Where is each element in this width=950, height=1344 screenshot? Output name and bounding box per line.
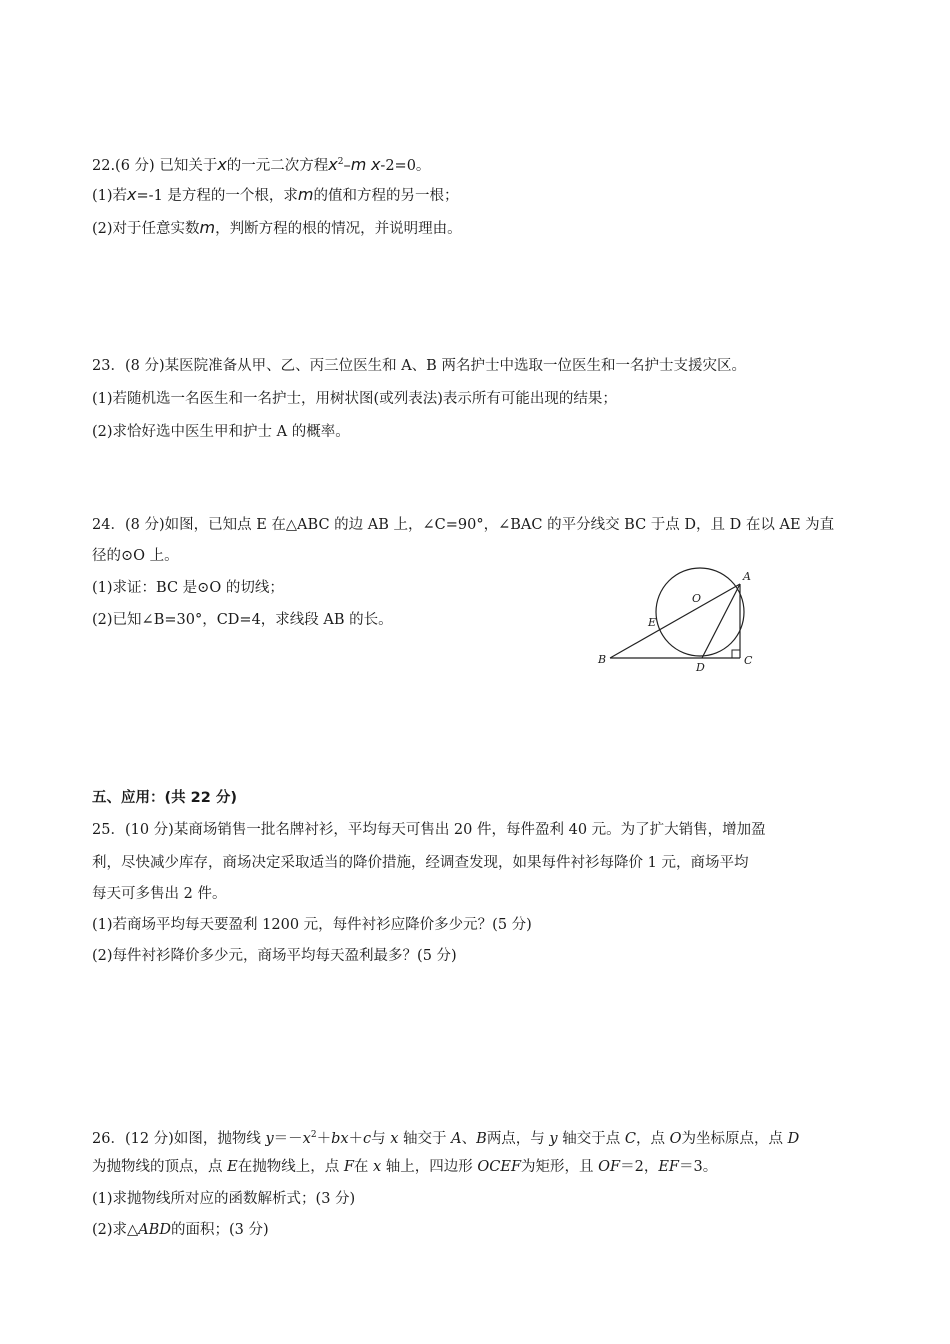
var-x: x	[217, 155, 227, 174]
q26-line-2: 为抛物线的顶点，点 E在抛物线上，点 F在 x 轴上，四边形 OCEF为矩形，且 OF＝2，EF＝3。	[92, 1159, 718, 1175]
label-o: O	[692, 592, 702, 605]
q23-line-2: (1)若随机选一名医生和一名护士，用树状图(或列表法)表示所有可能出现的结果；	[92, 391, 617, 407]
q22-line-2: (1)若x=-1 是方程的一个根，求m的值和方程的另一根；	[92, 185, 459, 204]
label-e: E	[648, 616, 657, 629]
q26-line-1: 26．(12 分)如图，抛物线 $y=-x^2+bx+c$与 x 轴交于 A、B两点，与 y 轴交于点 C，点 O为坐标原点，点 D	[92, 1130, 800, 1147]
q22-line-3: (2)对于任意实数m，判断方程的根的情况，并说明理由。	[92, 218, 462, 237]
label-c: C	[744, 654, 753, 667]
var-x: x	[328, 155, 338, 174]
q24-line-1: 24．(8 分)如图，已知点 E 在△ABC 的边 AB 上，∠C=90°，∠BAC 的平分线交 BC 于点 D，且 D 在以 AE 为直	[92, 517, 835, 533]
q24-line-2: 径的⊙O 上。	[92, 548, 179, 564]
var-x: x	[370, 155, 381, 174]
q25-line-1: 25．(10 分)某商场销售一批名牌衬衫，平均每天可售出 20 件，每件盈利 40 元。为了扩大销售，增加盈	[92, 822, 766, 838]
label-a: A	[743, 570, 751, 583]
circle-o	[656, 568, 744, 656]
section-5-heading: 五、应用：(共 22 分)	[92, 790, 238, 806]
q26-line-4: (2)求△ABD的面积；(3 分)	[92, 1222, 269, 1238]
label-b: B	[598, 653, 607, 666]
right-angle-mark	[732, 650, 740, 658]
q25-line-5: (2)每件衬衫降价多少元，商场平均每天盈利最多？(5 分)	[92, 948, 457, 964]
q24-geometry-figure	[592, 550, 762, 680]
q23-line-3: (2)求恰好选中医生甲和护士 A 的概率。	[92, 424, 350, 440]
q22-line-1: 22.(6 分) 已知关于x的一元二次方程$x^2-m$ x-2=0。	[92, 155, 431, 174]
q24-line-3: (1)求证：BC 是⊙O 的切线；	[92, 580, 284, 596]
q23-line-1: 23．(8 分)某医院准备从甲、乙、丙三位医生和 A、B 两名护士中选取一位医生和一名护士支援灾区。	[92, 358, 746, 374]
q25-line-2: 利，尽快减少库存，商场决定采取适当的降价措施，经调查发现，如果每件衬衫每降价 1 元，商场平均	[92, 855, 749, 871]
label-d: D	[696, 661, 705, 674]
q25-line-3: 每天可多售出 2 件。	[92, 886, 227, 902]
q26-line-3: (1)求抛物线所对应的函数解析式；(3 分)	[92, 1191, 356, 1207]
q25-line-4: (1)若商场平均每天要盈利 1200 元，每件衬衫应降价多少元？(5 分)	[92, 917, 532, 933]
q24-line-4: (2)已知∠B=30°，CD=4，求线段 AB 的长。	[92, 612, 393, 628]
var-m: m	[350, 155, 367, 174]
